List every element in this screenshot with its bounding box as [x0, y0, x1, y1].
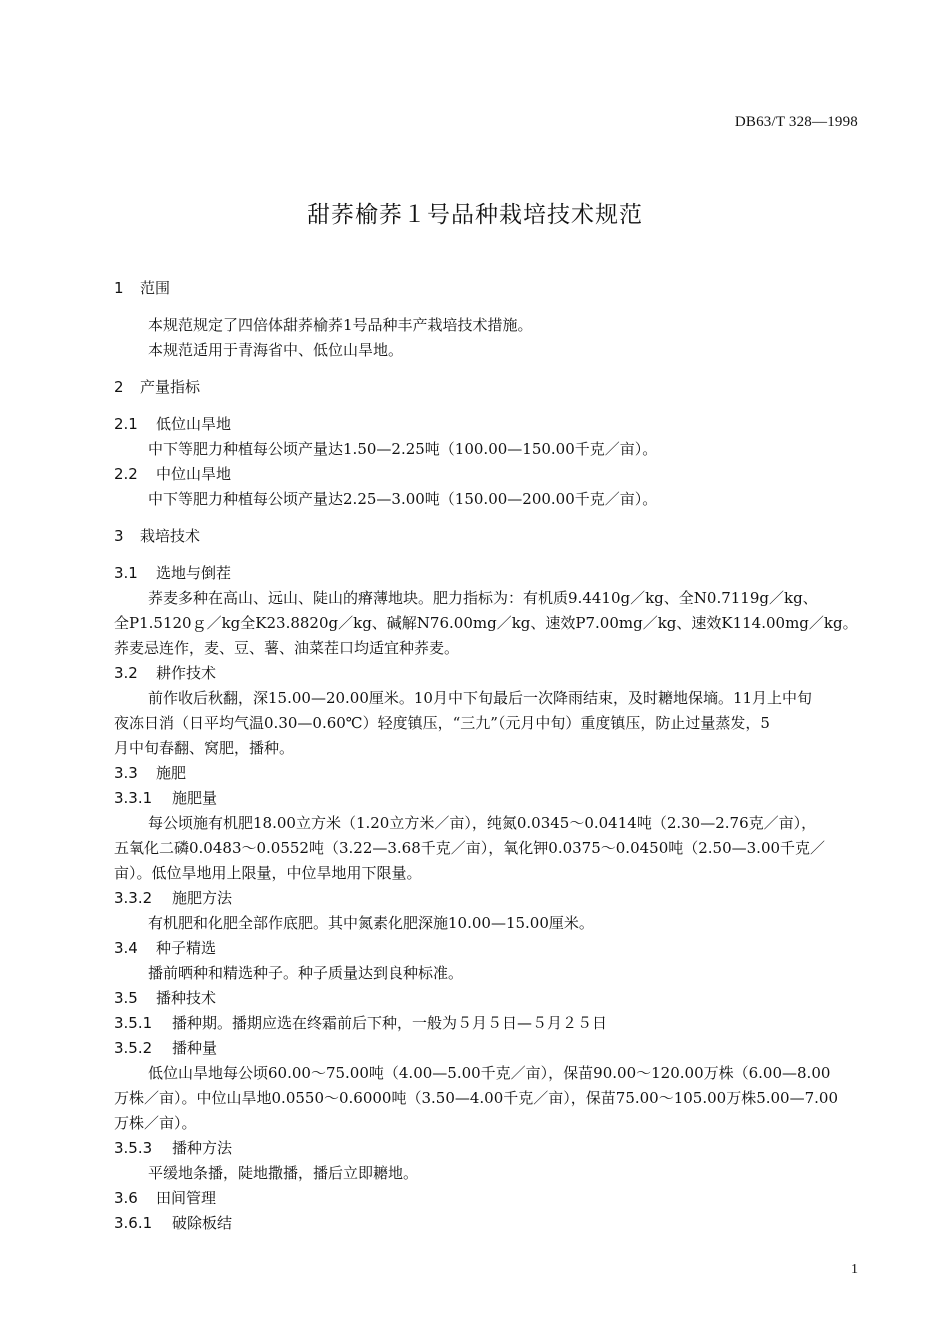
- paragraph: 本规范适用于青海省中、低位山旱地。: [148, 341, 404, 359]
- section-heading-2: 2 产量指标: [114, 378, 201, 396]
- paragraph-line: 每公顷施有机肥18.00立方米（1.20立方米／亩），纯氮0.0345～0.0414吨（2.30—2.76克／亩），: [148, 814, 817, 832]
- section-heading-3-4: 3.4 种子精选: [114, 939, 217, 957]
- section-heading-2-1: 2.1 低位山旱地: [114, 415, 232, 433]
- document-title: 甜荞榆荞１号品种栽培技术规范: [307, 202, 643, 228]
- section-heading-3-5-2: 3.5.2 播种量: [114, 1039, 218, 1057]
- paragraph-line: 荞麦忌连作，麦、豆、薯、油菜茬口均适宜种荞麦。: [114, 639, 460, 657]
- paragraph-line: 前作收后秋翻，深15.00—20.00厘米。10月中下旬最后一次降雨结束，及时耱地保墒。11月上中旬: [148, 689, 813, 707]
- paragraph: 平缓地条播，陡地撒播，播后立即耱地。: [148, 1164, 419, 1182]
- paragraph-line: 万株／亩）。中位山旱地0.0550～0.6000吨（3.50—4.00千克／亩），保苗75.00～105.00万株5.00—7.00: [114, 1089, 838, 1107]
- section-heading-1: 1 范围: [114, 279, 171, 297]
- paragraph: 本规范规定了四倍体甜荞榆荞1号品种丰产栽培技术措施。: [148, 316, 533, 334]
- paragraph-line: 夜冻日消（日平均气温0.30—0.60℃）轻度镇压，“三九”（元月中旬）重度镇压，防止过量蒸发，5: [114, 714, 770, 732]
- paragraph-line: 五氧化二磷0.0483～0.0552吨（3.22—3.68千克／亩），氧化钾0.0375～0.0450吨（2.50—3.00千克／: [114, 839, 826, 857]
- paragraph-line: 亩）。低位旱地用上限量，中位旱地用下限量。: [114, 864, 422, 882]
- section-heading-3-3: 3.3 施肥: [114, 764, 187, 782]
- section-heading-3-5-3: 3.5.3 播种方法: [114, 1139, 233, 1157]
- section-heading-3-3-1: 3.3.1 施肥量: [114, 789, 218, 807]
- section-heading-3-3-2: 3.3.2 施肥方法: [114, 889, 233, 907]
- paragraph: 播前晒种和精选种子。种子质量达到良种标准。: [148, 964, 464, 982]
- document-code: DB63/T 328—1998: [734, 114, 858, 130]
- section-heading-3-6: 3.6 田间管理: [114, 1189, 217, 1207]
- section-heading-3-1: 3.1 选地与倒茬: [114, 564, 232, 582]
- paragraph-line: 万株／亩）。: [114, 1114, 197, 1132]
- paragraph: 中下等肥力种植每公顷产量达1.50—2.25吨（100.00—150.00千克／亩）。: [148, 440, 658, 458]
- section-heading-3-5: 3.5 播种技术: [114, 989, 217, 1007]
- page-number: 1: [851, 1262, 858, 1277]
- section-heading-3-6-1: 3.6.1 破除板结: [114, 1214, 233, 1232]
- section-heading-3-5-1: 3.5.1 播种期。播期应选在终霜前后下种，一般为５月５日—５月２５日: [114, 1014, 608, 1032]
- paragraph-line: 月中旬春翻、窝肥，播种。: [114, 739, 295, 757]
- section-heading-3: 3 栽培技术: [114, 527, 201, 545]
- section-heading-2-2: 2.2 中位山旱地: [114, 465, 232, 483]
- paragraph-line: 荞麦多种在高山、远山、陡山的瘠薄地块。肥力指标为：有机质9.4410g／kg、全N0.7119g／kg、: [148, 589, 818, 607]
- section-heading-3-2: 3.2 耕作技术: [114, 664, 217, 682]
- document-body: [114, 276, 860, 1236]
- paragraph-line: 低位山旱地每公顷60.00～75.00吨（4.00—5.00千克／亩），保苗90.00～120.00万株（6.00—8.00: [148, 1064, 831, 1082]
- paragraph: 有机肥和化肥全部作底肥。其中氮素化肥深施10.00—15.00厘米。: [148, 914, 594, 932]
- paragraph: 中下等肥力种植每公顷产量达2.25—3.00吨（150.00—200.00千克／亩）。: [148, 490, 658, 508]
- paragraph-line: 全P1.5120ｇ／kg全K23.8820g／kg、碱解N76.00mg／kg、速效P7.00mg／kg、速效K114.00mg／kg。: [114, 614, 858, 632]
